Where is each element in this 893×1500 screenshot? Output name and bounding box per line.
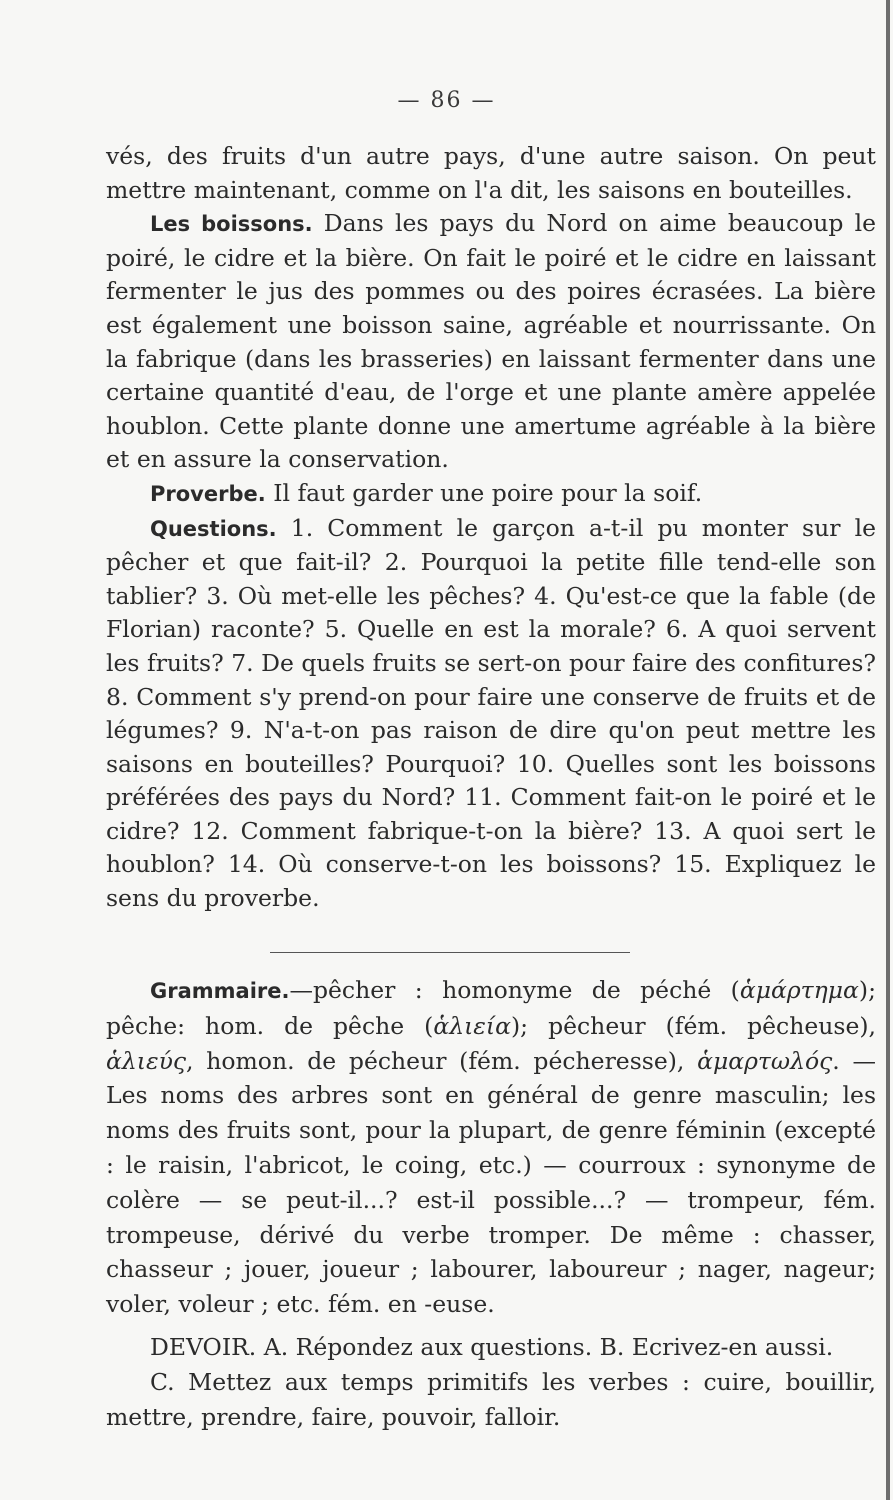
boissons-heading: Les boissons. [150,212,313,237]
grammar-heading: Grammaire. [150,979,290,1003]
grammar-text-5: . —Les noms des arbres sont en général de genre masculin; les noms des fruits sont, pour la plupart, de genre féminin (excepté : le raisin, l'abricot, le coing, etc.) — courroux : synonyme de colère — se peut-il...? est-il possible...? — trompeur, fém. trompeuse, dérivé du verbe tromper. De même : chasser, chasseur ; jouer, joueur ; labourer, laboureur ; nager, nageur; voler, voleur ; etc. fém. en -euse. [106,1046,876,1319]
greek-word-2: ἁλιεία [433,1011,511,1040]
greek-word-3: ἁλιεύς [106,1046,187,1075]
devoir-line-a: DEVOIR. A. Répondez aux questions. B. Ecrivez-en aussi. [150,1332,834,1361]
reading-text [106,140,876,916]
fruits-paragraph: vés, des fruits d'un autre pays, d'une autre saison. On peut mettre maintenant, comme on l'a dit, les saisons en bouteilles. [106,142,876,204]
page-number: — 86 — [397,88,496,113]
greek-word-4: ἁμαρτωλός [697,1046,833,1075]
questions-heading: Questions. [150,516,277,541]
questions-text: 1. Comment le garçon a-t-il pu monter sur le pêcher et que fait-il? 2. Pourquoi la petite fille tend-elle son tablier? 3. Où met-elle les pêches? 4. Qu'est-ce que la fable (de Florian) raconte? 5. Quelle en est la morale? 6. A quoi servent les fruits? 7. De quels fruits se sert-on pour faire des confitures? 8. Comment s'y prend-on pour faire une conserve de fruits et de légumes? 9. N'a-t-on pas raison de dire qu'on peut mettre les saisons en bouteilles? Pourquoi? 10. Quelles sont les boissons préférées des pays du Nord? 11. Comment fait-on le poiré et le cidre? 12. Comment fabrique-t-on la bière? 13. A quoi sert le houblon? 14. Où conserve-t-on les boissons? 15. Expliquez le sens du proverbe. [106,513,876,913]
boissons-text: Dans les pays du Nord on aime beaucoup le poiré, le cidre et la bière. On fait le poiré et le cidre en laissant fermenter le jus des pommes ou des poires écrasées. La bière est également une boisson saine, agréable et nourrissante. On la fabrique (dans les brasseries) en laissant fermenter dans une certaine quantité d'eau, de l'orge et une plante amère appelée houblon. Cette plante donne une amertume agréable à la bière et en assure la conservation. [106,209,876,474]
grammar-text-2: ); pêche: hom. de pêche ( [106,976,876,1040]
boissons-paragraph [106,207,876,477]
grammar-paragraph [106,973,876,1322]
proverbe-heading: Proverbe. [150,481,266,506]
greek-word-1: ἁμάρτημα [739,976,859,1004]
page-edge-shadow [886,0,890,1500]
grammar-section [106,973,876,1434]
grammar-text-3: ); pêcheur (fém. pêcheuse), [511,1011,876,1040]
proverbe-text: Il faut garder une poire pour la soif. [265,478,703,507]
grammar-text-4: , homon. de pécheur (fém. pécheresse), [186,1046,698,1075]
questions-paragraph [106,512,876,916]
devoir-line-c: C. Mettez aux temps primitifs les verbes : cuire, bouillir, mettre, prendre, faire, pouvoir, falloir. [106,1367,876,1431]
grammar-text-1: —pêcher : homonyme de péché ( [289,976,740,1004]
section-divider [270,952,630,953]
proverbe-paragraph [106,477,876,512]
